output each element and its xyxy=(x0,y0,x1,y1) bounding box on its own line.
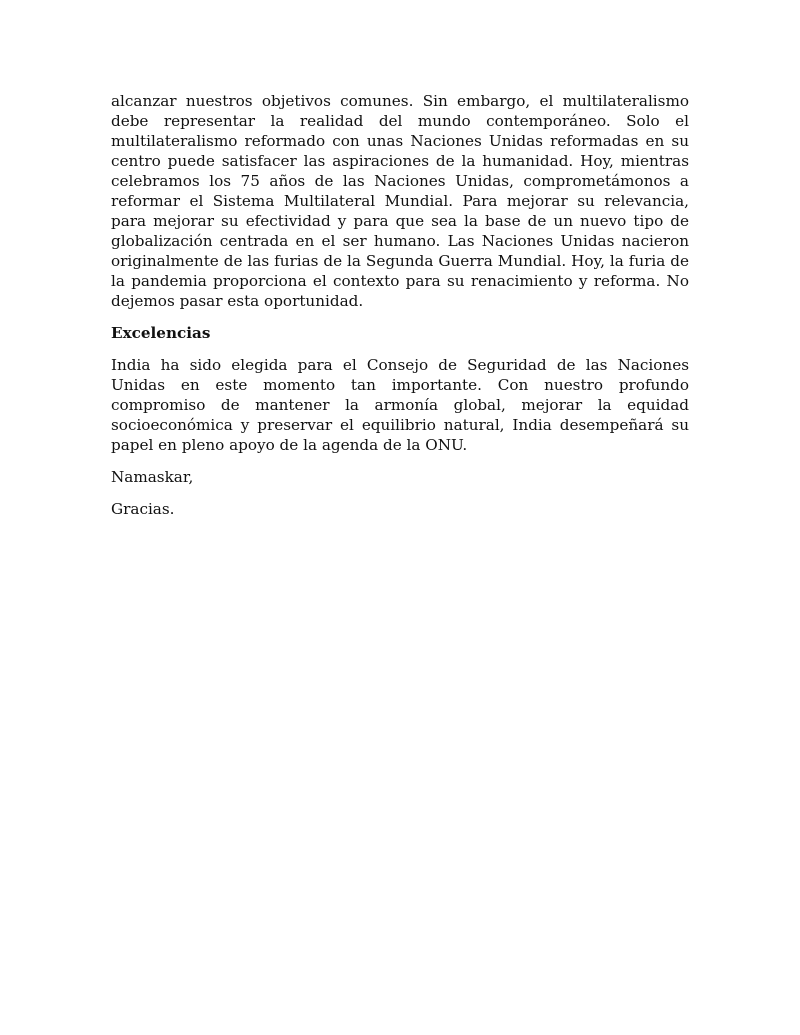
closing-thanks: Gracias. xyxy=(111,500,175,518)
document-page xyxy=(111,91,689,531)
closing-salutation: Namaskar, xyxy=(111,468,194,486)
body-paragraph: alcanzar nuestros objetivos comunes. Sin embargo, el multilateralismo debe representar la realidad del mundo contemporáneo. Solo el multilateralismo reformado con unas Naciones Unidas reformadas en su centro puede satisfacer las aspiraciones de la humanidad. Hoy, mientras celebramos los 75 años de las Naciones Unidas, comprometámonos a reformar el Sistema Multilateral Mundial. Para mejorar su relevancia, para mejorar su efectividad y para que sea la base de un nuevo tipo de globalización centrada en el ser humano. Las Naciones Unidas nacieron originalmente de las furias de la Segunda Guerra Mundial. Hoy, la furia de la pandemia proporciona el contexto para su renacimiento y reforma. No dejemos pasar esta oportunidad. xyxy=(111,92,689,310)
body-paragraph: India ha sido elegida para el Consejo de Seguridad de las Naciones Unidas en este momento tan importante. Con nuestro profundo compromiso de mantener la armonía global, mejorar la equidad socioeconómica y preservar el equilibrio natural, India desempeñará su papel en pleno apoyo de la agenda de la ONU. xyxy=(111,356,689,454)
section-heading: Excelencias xyxy=(111,324,211,342)
